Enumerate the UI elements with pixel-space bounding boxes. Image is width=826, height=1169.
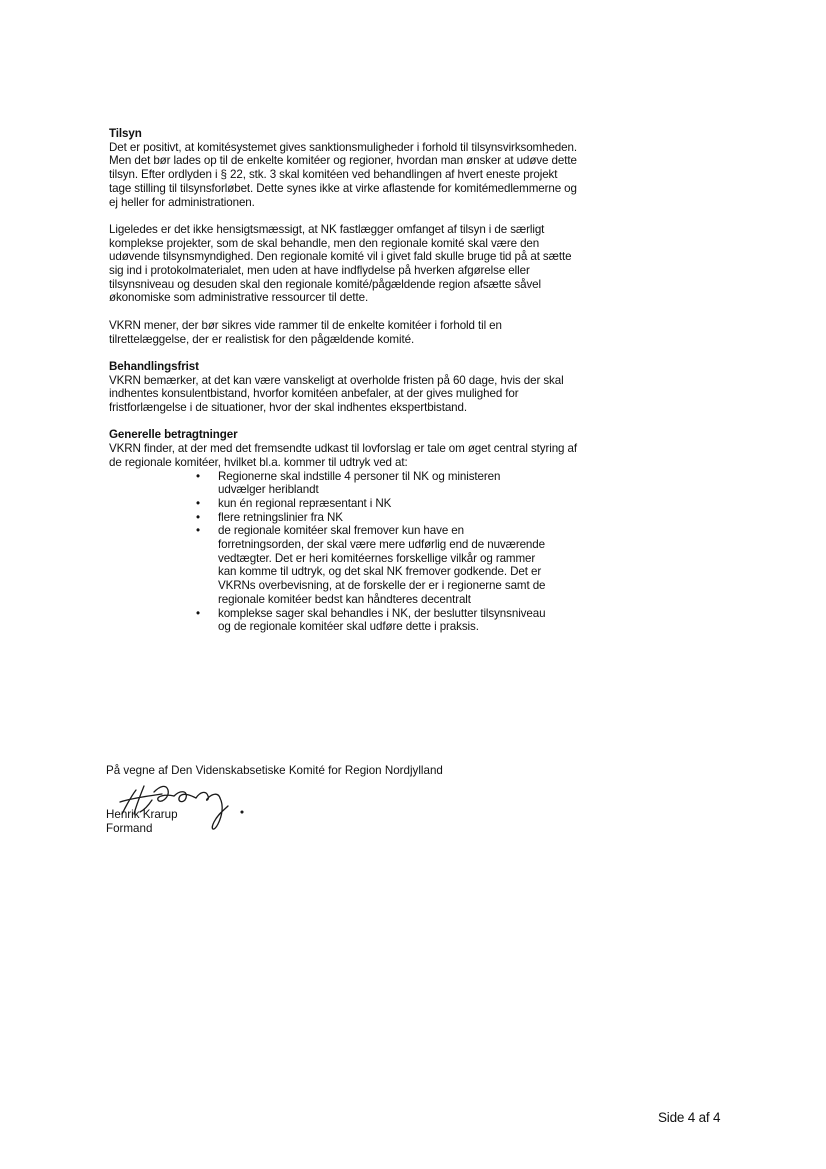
- paragraph: Det er positivt, at komitésystemet gives sanktionsmuligheder i forhold til tilsynsvirksomheden. Men det bør lades op til de enkelte komitéer og regioner, hvordan man ønsker at udøve dette tilsyn. Efter ordlyden i § 22, stk. 3 skal komitéen ved behandlingen af hvert eneste projekt tage stilling til tilsynsforløbet. Dette synes ikke at virke aflastende for komitémedlemmerne og ej heller for administrationen.: [109, 140, 577, 209]
- list-item: [196, 497, 546, 511]
- signatory-name: Henrik Krarup: [106, 808, 178, 821]
- paragraph: VKRN finder, at der med det fremsendte udkast til lovforslag er tale om øget central styring af de regionale komitéer, hvilket bl.a. kommer til udtryk ved at:: [109, 442, 577, 469]
- list-item-text: de regionale komitéer skal fremover kun have en forretningsorden, der skal være mere udførlig end de nuværende vedtægter. Det er heri komitéernes forskellige vilkår og rammer kan komme til udtryk, og det skal NK fremover godkende. Det er VKRNs overbevisning, at de forskelle der er i regionerne samt de regionale komitéer bedst kan håndteres decentralt: [218, 524, 546, 606]
- list-item-text: komplekse sager skal behandles i NK, der beslutter tilsynsniveau og de regionale komitéer skal udføre dette i praksis.: [218, 606, 546, 634]
- bullet-icon: •: [196, 510, 200, 524]
- list-item: [196, 607, 546, 634]
- list-item: [196, 511, 546, 525]
- section-heading-generelle-betragtninger: Generelle betragtninger: [109, 428, 238, 442]
- page-number: Side 4 af 4: [658, 1110, 721, 1125]
- bullet-icon: •: [196, 524, 200, 538]
- signatory-role: Formand: [106, 822, 153, 835]
- bullet-icon: •: [196, 496, 200, 510]
- paragraph: VKRN mener, der bør sikres vide rammer til de enkelte komitéer i forhold til en tilrettelæggelse, der er realistisk for den pågældende komité.: [109, 318, 502, 346]
- list-item-text: flere retningslinier fra NK: [218, 510, 343, 524]
- list-item: [196, 470, 546, 497]
- bullet-icon: •: [196, 469, 200, 483]
- list-item-text: kun én regional repræsentant i NK: [218, 496, 392, 510]
- signature-block: [106, 764, 526, 835]
- bullet-list: [196, 470, 546, 634]
- paragraph: VKRN bemærker, at det kan være vanskeligt at overholde fristen på 60 dage, hvis der skal indhentes konsulentbistand, hvorfor komitéen anbefaler, at der gives mulighed for fristforlængelse i de situationer, hvor der skal indhentes ekspertbistand.: [109, 373, 564, 415]
- closing-line: På vegne af Den Videnskabsetiske Komité for Region Nordjylland: [106, 764, 443, 777]
- letter-body: [109, 127, 579, 634]
- paragraph: Ligeledes er det ikke hensigtsmæssigt, at NK fastlægger omfanget af tilsyn i de særligt komplekse projekter, som de skal behandle, men den regionale komité skal være den udøvende tilsynsmyndighed. Den regionale komité vil i givet fald skulle bruge tid på at sætte sig ind i protokolmaterialet, men uden at have indflydelse på hverken afgørelse eller tilsynsniveau og desuden skal den regionale komité/pågældende region afsætte såvel økonomiske som administrative ressourcer til dette.: [109, 222, 572, 305]
- section-heading-behandlingsfrist: Behandlingsfrist: [109, 359, 199, 373]
- list-item: [196, 524, 546, 606]
- section-heading-tilsyn: Tilsyn: [109, 127, 142, 140]
- bullet-icon: •: [196, 606, 200, 620]
- list-item-text: Regionerne skal indstille 4 personer til NK og ministeren udvælger heriblandt: [218, 469, 501, 497]
